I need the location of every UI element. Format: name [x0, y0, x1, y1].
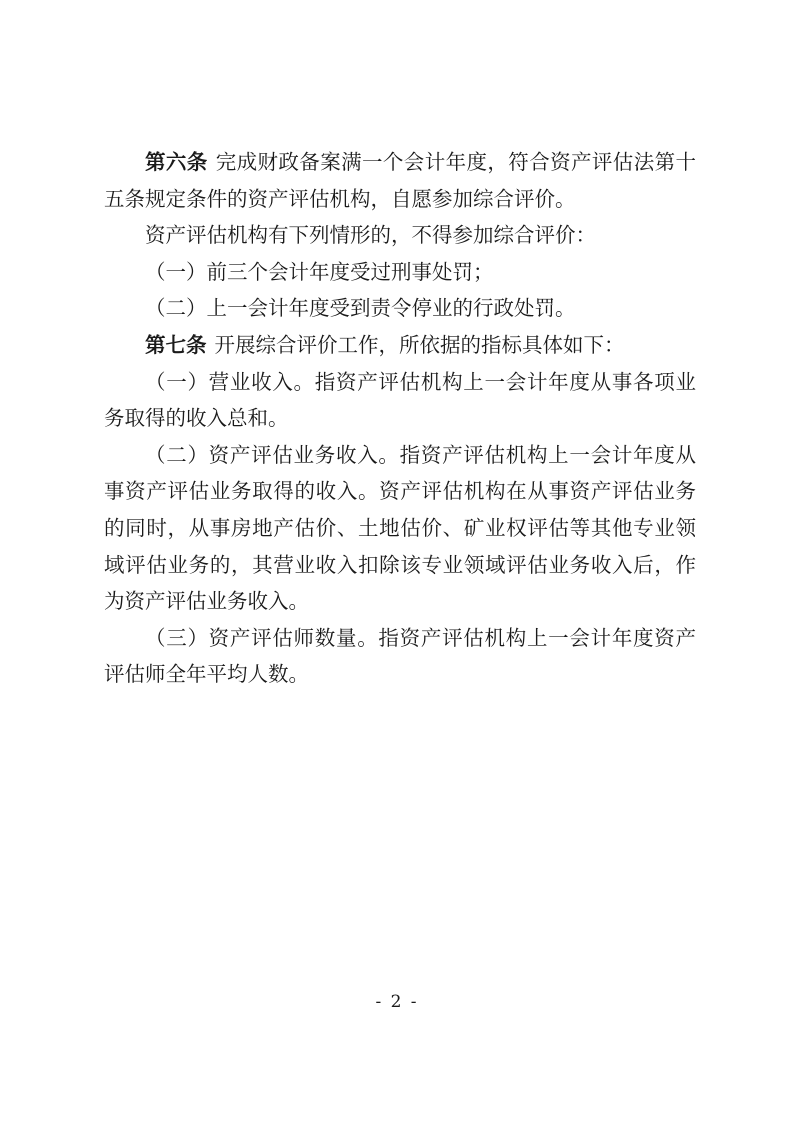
exclusion-item-1-text: （一）前三个会计年度受过刑事处罚； [145, 259, 494, 284]
exclusion-item-1 [104, 254, 696, 291]
article-7-paragraph [104, 327, 696, 364]
indicator-item-3 [104, 620, 696, 693]
document-body [104, 144, 696, 693]
article-6-number: 第六条 [145, 150, 208, 174]
exclusion-intro-text: 资产评估机构有下列情形的，不得参加综合评价： [145, 223, 596, 248]
indicator-item-1 [104, 364, 696, 437]
article-7-number: 第七条 [145, 332, 207, 357]
exclusion-intro-paragraph [104, 217, 696, 254]
exclusion-item-2 [104, 290, 696, 327]
article-7-text: 开展综合评价工作，所依据的指标具体如下： [214, 332, 625, 357]
page-number: - 2 - [375, 992, 419, 1012]
article-6-paragraph [104, 144, 696, 217]
indicator-item-1-text: （一）营业收入。指资产评估机构上一会计年度从事各项业务取得的收入总和。 [104, 369, 696, 431]
exclusion-item-2-text: （二）上一会计年度受到责令停业的行政处罚。 [145, 296, 576, 321]
indicator-item-3-text: （三）资产评估师数量。指资产评估机构上一会计年度资产评估师全年平均人数。 [104, 625, 696, 687]
indicator-item-2 [104, 437, 696, 620]
article-6-text: 完成财政备案满一个会计年度，符合资产评估法第十五条规定条件的资产评估机构，自愿参加综合评价。 [104, 150, 697, 211]
indicator-item-2-text: （二）资产评估业务收入。指资产评估机构上一会计年度从事资产评估业务取得的收入。资产评估机构在从事资产评估业务的同时，从事房地产估价、土地估价、矿业权评估等其他专业领域评估业务的，其营业收入扣除该专业领域评估业务收入后，作为资产评估业务收入。 [104, 442, 696, 614]
